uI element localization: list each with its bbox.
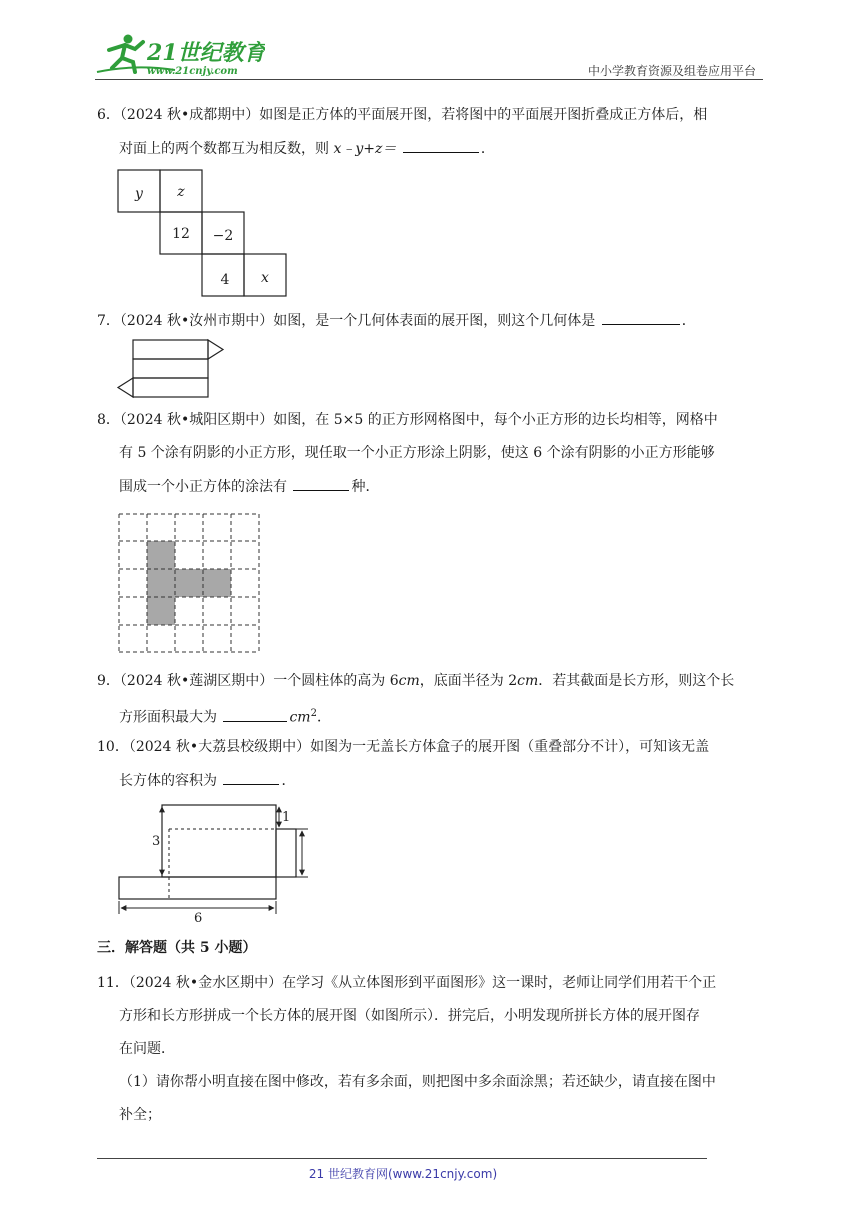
q10-answer-blank[interactable]: [223, 770, 279, 785]
q10-period: ．: [281, 773, 296, 789]
q10-dim-height: 3: [152, 834, 161, 849]
q6-text-1: 如图是正方体的平面展开图，若将图中的平面展开图折叠成正方体后，相: [259, 107, 708, 123]
q9-text-a: 一个圆柱体的高为 6: [273, 673, 399, 689]
q7-line1: [97, 310, 696, 331]
q9-line2: [119, 704, 331, 728]
q8-line2: 有 5 个涂有阴影的小正方形，现任取一个小正方形涂上阴影，使这 6 个涂有阴影的小正方形能够: [119, 445, 715, 461]
q6-label-neg2: −2: [212, 228, 234, 244]
q8-line3: [119, 476, 379, 497]
q9-text-b: ，底面半径为 2: [419, 673, 518, 689]
q6-expression: x﹣y+z＝: [333, 141, 397, 157]
q11-line1: [97, 973, 716, 993]
q6-text-2: 对面上的两个数都互为相反数，则: [119, 141, 334, 157]
q6-answer-blank[interactable]: [403, 138, 479, 153]
q7-answer-blank[interactable]: [602, 310, 680, 325]
q7-source: （2024 秋•汝州市期中）: [119, 313, 274, 329]
q8-text-3: 围成一个小正方体的涂法有: [119, 479, 292, 495]
q10-line1: [97, 737, 709, 757]
q8-number: 8．: [97, 412, 120, 428]
q8-line1: [97, 410, 718, 430]
q6-line2: [119, 138, 495, 159]
q10-source: （2024 秋•大荔县校级期中）: [128, 739, 311, 755]
q9-unit-1: cm: [398, 673, 420, 689]
q11-line2: 方形和长方形拼成一个长方体的展开图（如图所示）．拼完后，小明发现所拼长方体的展开图存: [119, 1008, 700, 1024]
q6-label-z: z: [177, 184, 185, 200]
svg-text:21世纪教育: 21世纪教育: [147, 40, 265, 66]
q11-number: 11．: [97, 975, 129, 991]
svg-text:www.21cnjy.com: www.21cnjy.com: [147, 66, 238, 77]
q10-text-2: 长方体的容积为: [119, 773, 222, 789]
q6-label-12: 12: [172, 226, 190, 242]
q9-unit-sq: cm: [289, 709, 311, 726]
q9-period: ．: [316, 709, 331, 726]
q10-dim-width: 6: [194, 911, 203, 924]
footer-link[interactable]: 21 世纪教育网(www.21cnjy.com): [308, 1167, 498, 1181]
q11-text-1: 在学习《从立体图形到平面图形》这一课时，老师让同学们用若干个正: [282, 975, 717, 991]
q9-number: 9．: [97, 673, 120, 689]
q8-grid-figure: [117, 512, 261, 654]
q11-sub1-line2: 补全；: [119, 1107, 161, 1123]
q6-period: ．: [480, 141, 495, 157]
q6-label-4: 4: [220, 272, 230, 288]
q11-source: （2024 秋•金水区期中）: [128, 975, 283, 991]
q10-text-1: 如图为一无盖长方体盒子的展开图（重叠部分不计），可知该无盖: [310, 739, 710, 755]
platform-title: 中小学教育资源及组卷应用平台: [587, 64, 756, 78]
q6-line1: [97, 105, 707, 125]
q9-unit-2: cm: [517, 673, 539, 689]
q8-text-3-end: 种．: [351, 479, 380, 495]
q9-answer-blank[interactable]: [223, 707, 287, 722]
q11-line3: 在问题．: [119, 1041, 175, 1057]
q8-source: （2024 秋•城阳区期中）: [119, 412, 274, 428]
q6-source: （2024 秋•成都期中）: [119, 107, 260, 123]
runner-logo-icon: [95, 30, 265, 78]
q6-label-y: y: [135, 186, 143, 202]
q8-shaded-squares: [147, 541, 231, 625]
q7-period: ．: [681, 313, 696, 329]
q7-prism-net-figure: [115, 338, 225, 400]
q11-sub1-line1: （1）请你帮小明直接在图中修改，若有多余面，则把图中多余面涂黑；若还缺少，请直接在图中: [119, 1074, 716, 1090]
q9-text-c: ．若其截面是长方形，则这个长: [538, 673, 735, 689]
section-3-heading: 三．解答题（共 5 小题）: [97, 940, 257, 956]
q9-superscript: 2: [310, 708, 317, 719]
q10-number: 10．: [97, 739, 129, 755]
q8-text-1: 如图，在 5×5 的正方形网格图中，每个小正方形的边长均相等，网格中: [273, 412, 718, 428]
q10-line2: [119, 770, 295, 791]
q10-box-net-figure: [112, 800, 312, 924]
q9-line1: [97, 671, 734, 691]
q6-cube-net-figure: [117, 168, 287, 298]
footer-divider: [97, 1158, 707, 1159]
q8-answer-blank[interactable]: [293, 476, 349, 491]
q10-dim-top: 1: [282, 810, 291, 825]
site-logo: [95, 30, 265, 78]
header-divider: [95, 79, 763, 80]
q7-number: 7．: [97, 313, 120, 329]
q9-source: （2024 秋•莲湖区期中）: [119, 673, 274, 689]
q9-text-2: 方形面积最大为: [119, 709, 222, 726]
q6-number: 6．: [97, 107, 120, 123]
q6-label-x: x: [261, 270, 269, 286]
q7-text: 如图，是一个几何体表面的展开图，则这个几何体是: [273, 313, 600, 329]
